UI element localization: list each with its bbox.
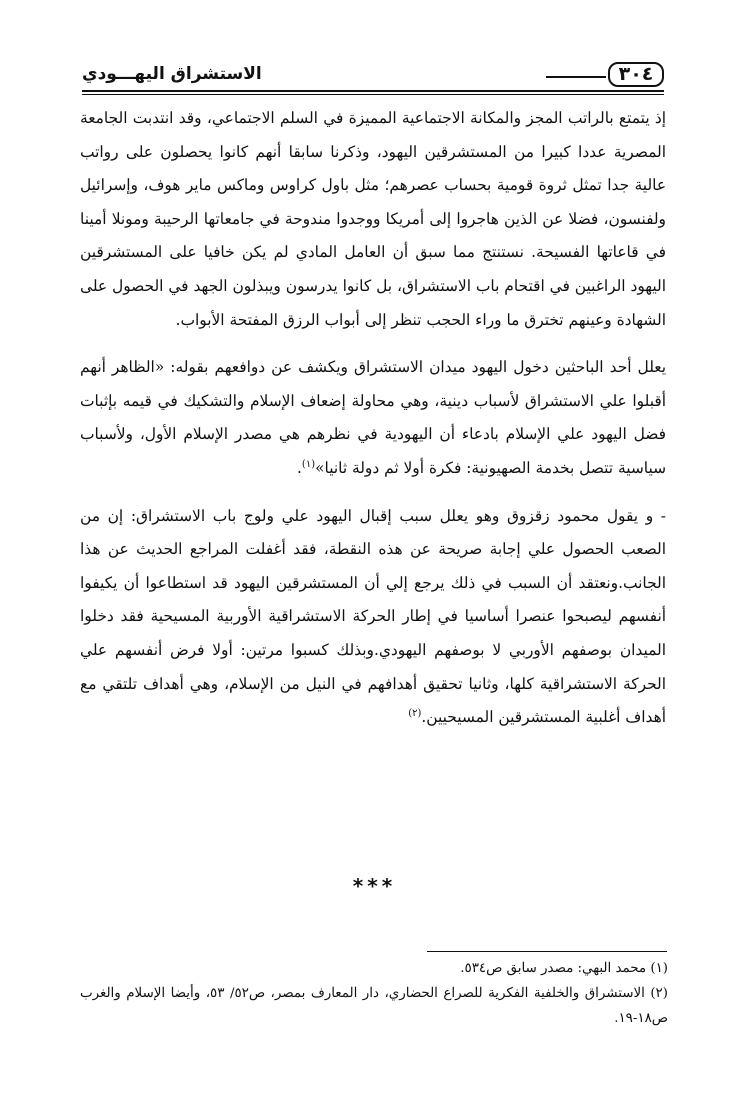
- running-header: [82, 62, 664, 88]
- footnote-rule: [427, 951, 667, 952]
- header-rule: [82, 90, 664, 92]
- footnote-ref-1[interactable]: (١): [301, 458, 316, 470]
- header-rule-thin: [82, 94, 664, 95]
- header-ornament-line: [546, 76, 606, 78]
- footnote-2: (٢) الاستشراق والخلفية الفكرية للصراع الحضاري، دار المعارف بمصر، ص٥٢/ ٥٣، وأيضا الإسلام والغرب ص١٨-١٩.: [80, 986, 668, 1026]
- paragraph-3-text: - و يقول محمود زقزوق وهو يعلل سبب إقبال اليهود علي ولوج باب الاستشراق: إن من الصعب الحصول علي إجابة صريحة عن هذه النقطة، فقد أغفلت المراجع الحديث عن هذا الجانب.ونعتقد أن السبب في ذلك يرجع إلي أن المستشرقين اليهود قد استطاعوا أن يكيفوا أنفسهم ليصبحوا عنصرا أساسيا في إطار الحركة الاستشراقية الأوربية المسيحية فقد دخلوا الميدان بوصفهم الأوربي لا بوصفهم اليهودي.وبذلك كسبوا مرتين: أولا فرض أنفسهم علي الحركة الاستشراقية كلها، وثانيا تحقيق أهدافهم في النيل من الإسلام، وهي أهداف تلتقي مع أهداف أغلبية المستشرقين المسيحيين.: [80, 506, 666, 727]
- running-title: الاستشراق اليهـــودي: [82, 64, 262, 84]
- footnotes: [80, 956, 668, 1031]
- paragraph-1: [80, 102, 666, 337]
- section-separator: ***: [352, 874, 397, 898]
- page-number: ٣٠٤: [608, 62, 664, 87]
- paragraph-2-end: .: [297, 458, 302, 477]
- footnote-1: (١) محمد البهي: مصدر سابق ص٥٣٤.: [460, 961, 668, 976]
- paragraph-3: [80, 500, 666, 735]
- paragraph-2-text: يعلل أحد الباحثين دخول اليهود ميدان الاستشراق ويكشف عن دوافعهم بقوله: «الظاهر أنهم أقبلوا علي الاستشراق لأسباب دينية، وهي محاولة إضعاف الإسلام والتشكيك في قيمه بإثبات فضل اليهود علي الإسلام بادعاء أن اليهودية في نظرهم هي مصدر الإسلام الأول، ولأسباب سياسية تتصل بخدمة الصهيونية: فكرة أولا ثم دولة ثانيا»: [80, 358, 666, 477]
- paragraph-2: [80, 351, 666, 485]
- body-text: [80, 102, 666, 735]
- footnote-ref-2[interactable]: (٢): [408, 707, 422, 719]
- paragraph-1-text: إذ يتمتع بالراتب المجز والمكانة الاجتماعية المميزة في السلم الاجتماعي، وقد انتدبت الجامعة المصرية عددا كبيرا من المستشرقين اليهود، وذكرنا سابقا أنهم كانوا يحصلون على رواتب عالية جدا تمثل ثروة قومية بحساب عصرهم؛ مثل باول كراوس وماكس ماير هوف، وإسرائيل ولفنسون، فضلا عن الذين هاجروا إلى أمريكا ووجدوا مندوحة في جامعاتها الرحيبة ومونلا أمينا في قاعاتها الفسيحة. نستنتج مما سبق أن العامل المادي لم يكن خافيا على المستشرقين اليهود الراغبين في اقتحام باب الاستشراق، بل كانوا يدرسون ويبذلون الجهد في الحصول على الشهادة وعينهم تخترق ما وراء الحجب تنظر إلى أبواب الرزق المفتحة الأبواب.: [80, 109, 666, 329]
